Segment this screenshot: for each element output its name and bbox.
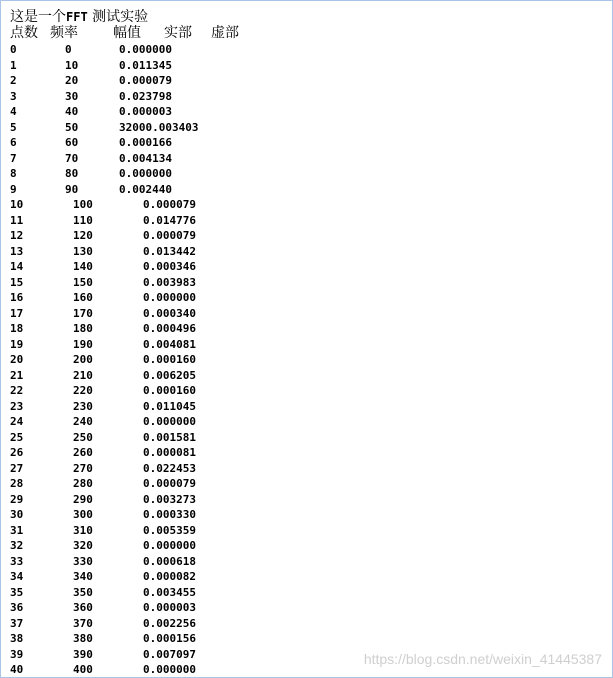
row-frequency: 310 (73, 523, 93, 537)
row-frequency: 10 (65, 58, 79, 72)
header-points: 点数 (10, 25, 38, 41)
row-amplitude: 0.013442 (143, 244, 196, 258)
row-point: 19 (10, 337, 24, 351)
row-point: 9 (10, 182, 17, 196)
row-point: 39 (10, 647, 24, 661)
output-row (10, 414, 600, 430)
row-point: 11 (10, 213, 24, 227)
row-frequency: 380 (73, 632, 93, 645)
output-row (10, 430, 600, 446)
row-point: 36 (10, 601, 24, 614)
row-point: 40 (10, 663, 24, 676)
header-amplitude: 幅值 (113, 25, 141, 41)
row-amplitude: 0.000000 (143, 415, 196, 428)
output-row (10, 383, 600, 399)
row-point: 6 (10, 136, 17, 149)
row-point: 10 (10, 198, 24, 211)
row-amplitude: 0.006205 (143, 368, 196, 382)
row-amplitude: 0.000081 (143, 446, 196, 459)
output-row (10, 197, 600, 213)
row-frequency: 400 (73, 663, 93, 676)
row-amplitude: 0.011045 (143, 399, 196, 413)
output-row (10, 213, 600, 229)
row-frequency: 250 (73, 430, 93, 444)
row-point: 22 (10, 384, 24, 397)
row-frequency: 390 (73, 647, 93, 661)
row-amplitude: 0.000000 (119, 167, 172, 180)
row-frequency: 210 (73, 368, 93, 382)
output-row (10, 523, 600, 539)
header-real: 实部 (164, 25, 192, 41)
row-point: 23 (10, 399, 24, 413)
row-frequency: 260 (73, 446, 93, 459)
row-frequency: 200 (73, 353, 93, 366)
row-point: 34 (10, 570, 24, 583)
row-point: 18 (10, 322, 24, 335)
output-row (10, 275, 600, 291)
row-frequency: 240 (73, 415, 93, 428)
row-amplitude: 0.000330 (143, 508, 196, 521)
row-amplitude: 0.000079 (143, 198, 196, 211)
row-amplitude: 0.022453 (143, 461, 196, 475)
row-amplitude: 0.000340 (143, 306, 196, 320)
row-amplitude: 0.003983 (143, 275, 196, 289)
output-row (10, 554, 600, 570)
output-row (10, 259, 600, 275)
watermark: https://blog.csdn.net/weixin_41445387 (363, 651, 602, 667)
row-point: 38 (10, 632, 24, 645)
row-amplitude: 0.000000 (143, 291, 196, 304)
row-amplitude: 0.000000 (119, 43, 172, 56)
row-frequency: 60 (65, 136, 79, 149)
row-frequency: 30 (65, 89, 79, 103)
row-amplitude: 0.023798 (119, 89, 172, 103)
title-text-part2: 测试实验 (87, 9, 149, 25)
row-point: 15 (10, 275, 24, 289)
fft-output-rows (10, 42, 600, 678)
program-title (10, 9, 148, 25)
output-row (10, 120, 600, 136)
row-frequency: 230 (73, 399, 93, 413)
row-point: 1 (10, 58, 17, 72)
row-point: 29 (10, 492, 24, 506)
output-row (10, 135, 600, 151)
row-frequency: 20 (65, 74, 79, 87)
row-point: 14 (10, 260, 24, 273)
row-frequency: 280 (73, 477, 93, 490)
row-amplitude: 0.014776 (143, 213, 196, 227)
row-amplitude: 0.011345 (119, 58, 172, 72)
row-frequency: 220 (73, 384, 93, 397)
row-point: 12 (10, 229, 24, 242)
output-row (10, 616, 600, 632)
row-amplitude: 0.000003 (119, 105, 172, 118)
row-point: 13 (10, 244, 24, 258)
row-frequency: 300 (73, 508, 93, 521)
row-frequency: 290 (73, 492, 93, 506)
output-row (10, 352, 600, 368)
row-amplitude: 0.000000 (143, 539, 196, 552)
output-row (10, 42, 600, 58)
output-row (10, 306, 600, 322)
output-row (10, 321, 600, 337)
row-amplitude: 0.000079 (119, 74, 172, 87)
row-frequency: 140 (73, 260, 93, 273)
output-row (10, 538, 600, 554)
row-amplitude: 0.002440 (119, 182, 172, 196)
row-frequency: 100 (73, 198, 93, 211)
row-amplitude: 0.000166 (119, 136, 172, 149)
title-text-fft: FFT (66, 10, 88, 24)
output-row (10, 244, 600, 260)
row-point: 21 (10, 368, 24, 382)
row-amplitude: 0.000160 (143, 384, 196, 397)
output-row (10, 368, 600, 384)
row-frequency: 180 (73, 322, 93, 335)
output-row (10, 104, 600, 120)
output-row (10, 73, 600, 89)
row-point: 37 (10, 616, 24, 630)
row-amplitude: 0.005359 (143, 523, 196, 537)
row-point: 27 (10, 461, 24, 475)
row-amplitude: 0.000496 (143, 322, 196, 335)
row-amplitude: 0.000618 (143, 554, 196, 568)
row-frequency: 130 (73, 244, 93, 258)
row-amplitude: 0.003273 (143, 492, 196, 506)
row-point: 2 (10, 74, 17, 87)
row-amplitude: 32000.003403 (119, 120, 199, 134)
row-point: 7 (10, 151, 17, 165)
row-amplitude: 0.002256 (143, 616, 196, 630)
row-frequency: 190 (73, 337, 93, 351)
row-amplitude: 0.004134 (119, 151, 172, 165)
row-frequency: 50 (65, 120, 79, 134)
output-row (10, 290, 600, 306)
output-row (10, 600, 600, 616)
output-row (10, 631, 600, 647)
row-frequency: 90 (65, 182, 79, 196)
row-frequency: 170 (73, 306, 93, 320)
row-amplitude: 0.000160 (143, 353, 196, 366)
header-imaginary: 虚部 (211, 25, 239, 41)
row-amplitude: 0.000156 (143, 632, 196, 645)
row-point: 28 (10, 477, 24, 490)
row-point: 25 (10, 430, 24, 444)
output-row (10, 569, 600, 585)
row-frequency: 120 (73, 229, 93, 242)
output-row (10, 58, 600, 74)
row-amplitude: 0.007097 (143, 647, 196, 661)
row-point: 17 (10, 306, 24, 320)
output-row (10, 166, 600, 182)
row-frequency: 370 (73, 616, 93, 630)
output-row (10, 492, 600, 508)
row-amplitude: 0.001581 (143, 430, 196, 444)
row-frequency: 320 (73, 539, 93, 552)
row-amplitude: 0.000000 (143, 663, 196, 676)
row-amplitude: 0.003455 (143, 585, 196, 599)
output-row (10, 507, 600, 523)
row-point: 3 (10, 89, 17, 103)
header-frequency: 频率 (50, 25, 78, 41)
row-point: 8 (10, 167, 17, 180)
output-row (10, 476, 600, 492)
row-frequency: 160 (73, 291, 93, 304)
row-point: 4 (10, 105, 17, 118)
output-row (10, 337, 600, 353)
row-point: 30 (10, 508, 24, 521)
row-frequency: 80 (65, 167, 79, 180)
output-row (10, 151, 600, 167)
row-frequency: 110 (73, 213, 93, 227)
row-point: 5 (10, 120, 17, 134)
output-row (10, 228, 600, 244)
row-point: 24 (10, 415, 24, 428)
row-point: 31 (10, 523, 24, 537)
row-frequency: 150 (73, 275, 93, 289)
row-amplitude: 0.000082 (143, 570, 196, 583)
output-row (10, 445, 600, 461)
row-frequency: 330 (73, 554, 93, 568)
row-amplitude: 0.000346 (143, 260, 196, 273)
row-amplitude: 0.000079 (143, 477, 196, 490)
row-frequency: 340 (73, 570, 93, 583)
output-row (10, 89, 600, 105)
row-point: 32 (10, 539, 24, 552)
row-frequency: 270 (73, 461, 93, 475)
output-row (10, 182, 600, 198)
row-frequency: 350 (73, 585, 93, 599)
row-amplitude: 0.004081 (143, 337, 196, 351)
row-point: 26 (10, 446, 24, 459)
title-text-part1: 这是一个 (10, 9, 66, 25)
row-point: 35 (10, 585, 24, 599)
row-point: 33 (10, 554, 24, 568)
row-frequency: 40 (65, 105, 79, 118)
row-frequency: 0 (65, 43, 72, 56)
row-point: 20 (10, 353, 24, 366)
row-frequency: 360 (73, 601, 93, 614)
row-amplitude: 0.000079 (143, 229, 196, 242)
output-row (10, 585, 600, 601)
row-frequency: 70 (65, 151, 79, 165)
row-amplitude: 0.000003 (143, 601, 196, 614)
output-row (10, 399, 600, 415)
output-row (10, 461, 600, 477)
row-point: 16 (10, 291, 24, 304)
row-point: 0 (10, 43, 17, 56)
